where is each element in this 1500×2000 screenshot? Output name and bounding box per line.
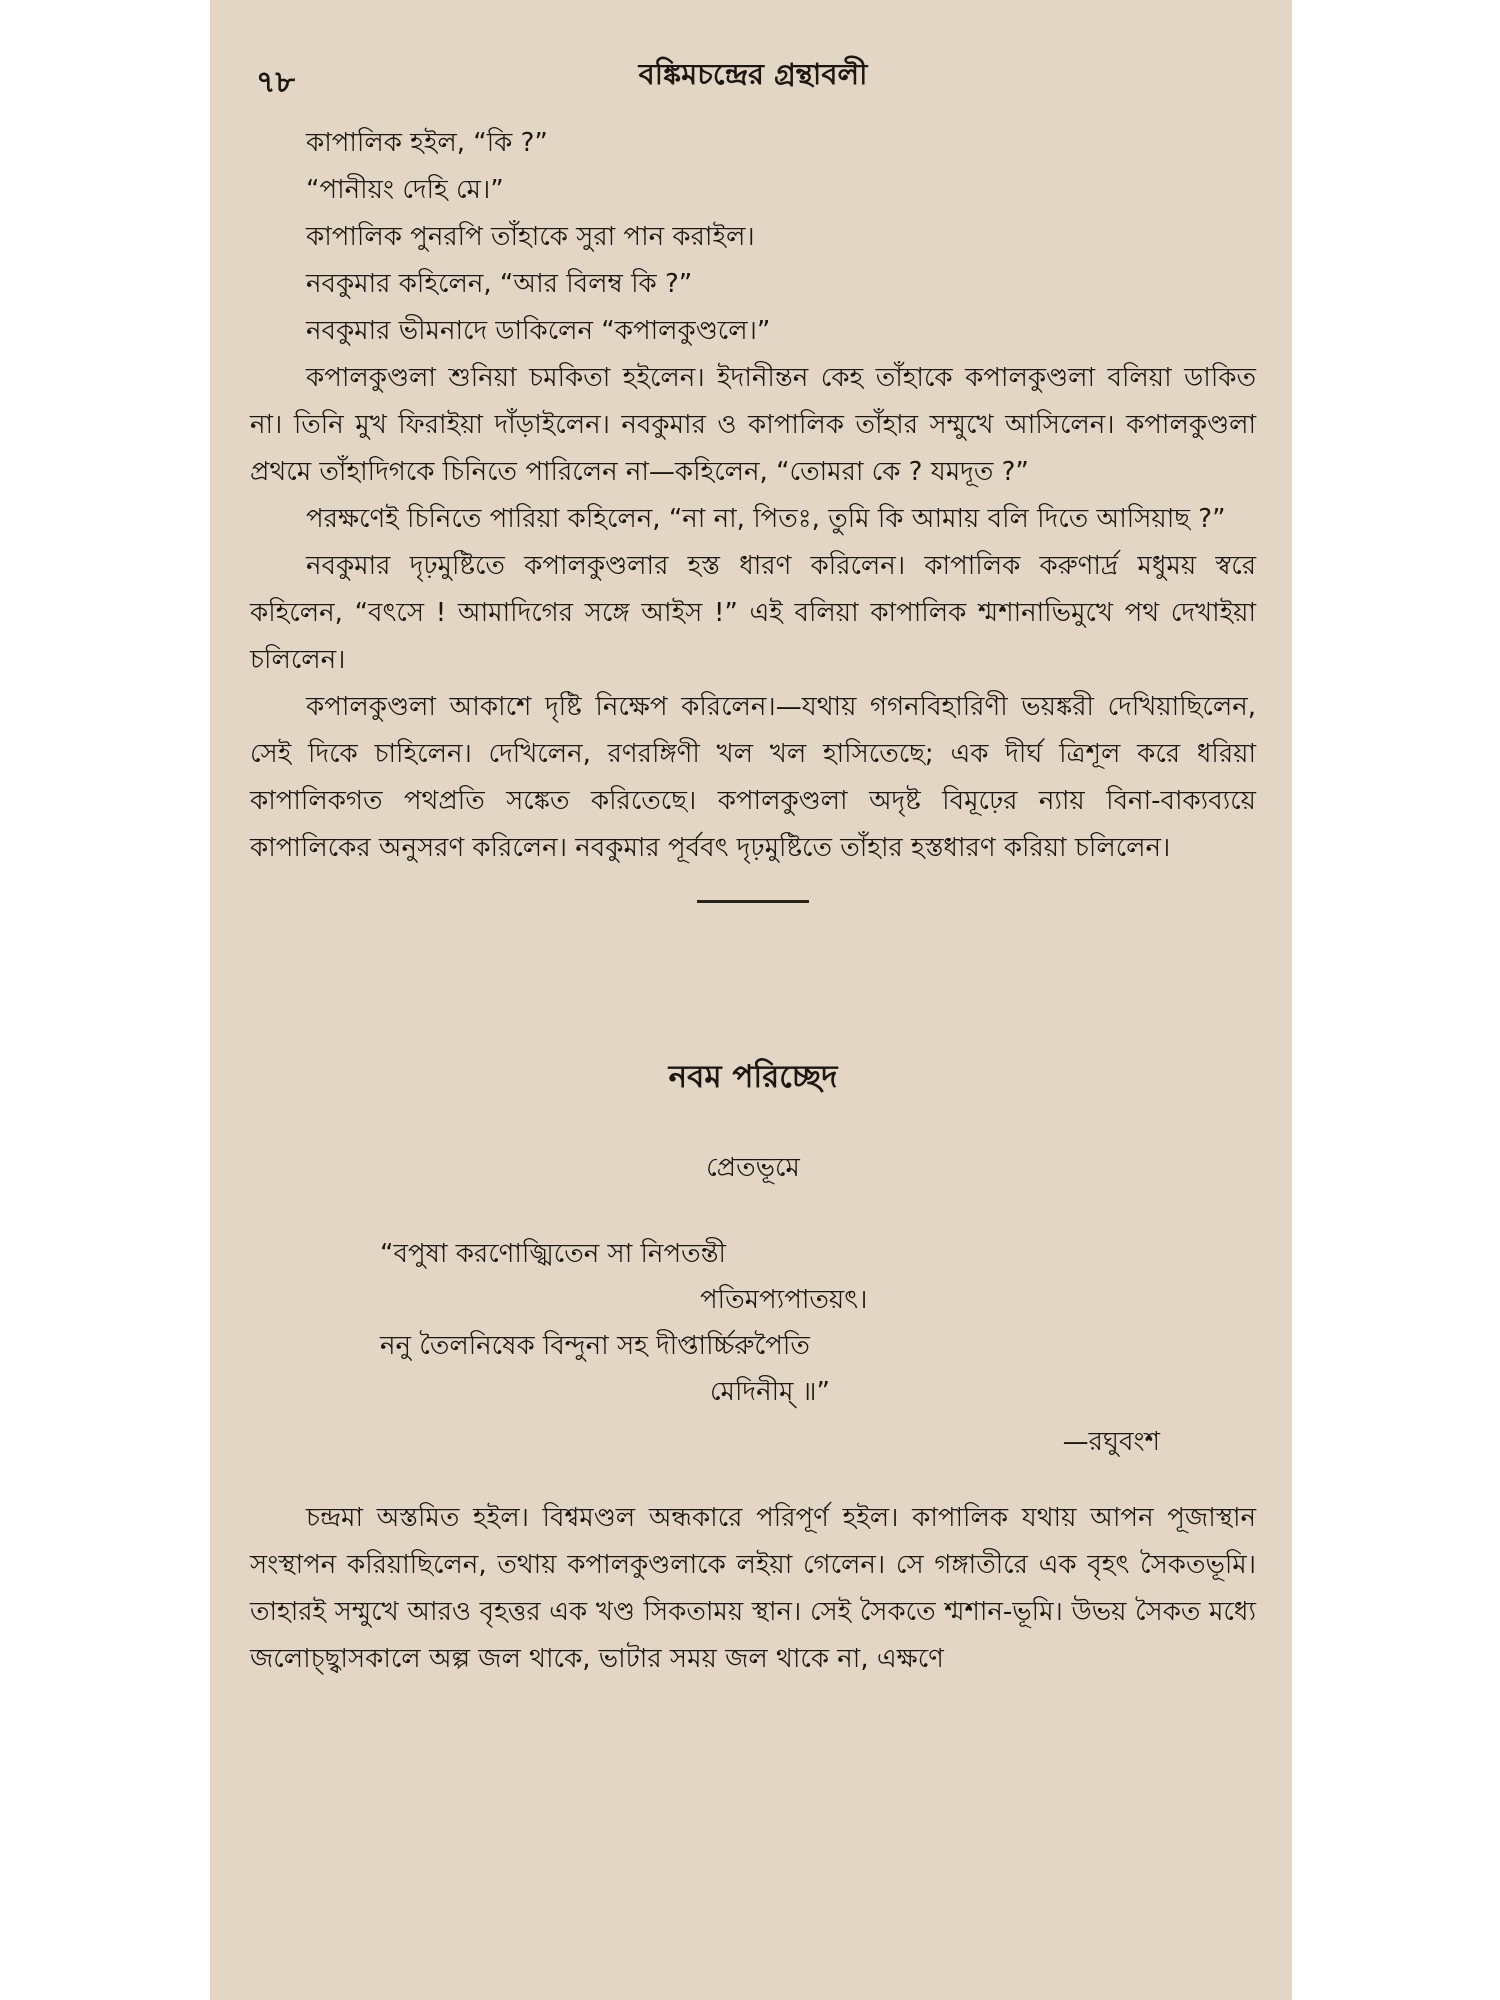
section-divider — [697, 900, 809, 903]
body-paragraph: পরক্ষণেই চিনিতে পারিয়া কহিলেন, “না না, পিতঃ, তুমি কি আমায় বলি দিতে আসিয়াছ ?” — [306, 504, 1226, 534]
section-one-body — [250, 120, 1256, 872]
epigraph-attribution: —রঘুবংশ — [1062, 1427, 1160, 1457]
verse-line: ননু তৈলনিষেক বিন্দুনা সহ দীপ্তার্চ্চিরুপৈতি — [380, 1331, 810, 1361]
dialogue-line: কাপালিক পুনরপি তাঁহাকে সুরা পান করাইল। — [306, 222, 755, 252]
page-number: ৭৮ — [256, 65, 295, 100]
running-title: বঙ্কিমচন্দ্রের গ্রন্থাবলী — [638, 57, 868, 91]
dialogue-line: কাপালিক হইল, “কি ?” — [306, 128, 548, 158]
body-paragraph: নবকুমার দৃঢ়মুষ্টিতে কপালকুণ্ডলার হস্ত ধারণ করিলেন। কাপালিক করুণার্দ্র মধুময় স্বরে কহিলেন, “বৎসে ! আমাদিগের সঙ্গে আইস !” এই বলিয়া কাপালিক শ্মশানাভিমুখে পথ দেখাইয়া চলিলেন। — [250, 551, 1256, 675]
chapter-title: নবম পরিচ্ছেদ — [668, 1059, 838, 1095]
verse-line: পতিমপ্যপাতয়ৎ। — [700, 1285, 868, 1315]
page-header — [250, 0, 1256, 120]
dialogue-line: নবকুমার কহিলেন, “আর বিলম্ব কি ?” — [306, 269, 693, 299]
verse-line: মেদিনীম্ ॥” — [710, 1377, 830, 1407]
epigraph-verse — [380, 1231, 1256, 1415]
book-page — [210, 0, 1292, 2000]
verse-line: “বপুষা করণোজ্ঝিতেন সা নিপতন্তী — [380, 1239, 726, 1269]
body-paragraph: কপালকুণ্ডলা আকাশে দৃষ্টি নিক্ষেপ করিলেন।—যথায় গগনবিহারিণী ভয়ঙ্করী দেখিয়াছিলেন, সেই দিকে চাহিলেন। দেখিলেন, রণরঙ্গিণী খল খল হাসিতেছে; এক দীর্ঘ ত্রিশূল করে ধরিয়া কাপালিকগত পথপ্রতি সঙ্কেত করিতেছে। কপালকুণ্ডলা অদৃষ্ট বিমূঢ়ের ন্যায় বিনা-বাক্যব্যয়ে কাপালিকের অনুসরণ করিলেন। নবকুমার পূর্ববৎ দৃঢ়মুষ্টিতে তাঁহার হস্তধারণ করিয়া চলিলেন। — [250, 692, 1256, 863]
dialogue-line: “পানীয়ং দেহি মে।” — [306, 175, 504, 205]
body-paragraph: কপালকুণ্ডলা শুনিয়া চমকিতা হইলেন। ইদানীন্তন কেহ তাঁহাকে কপালকুণ্ডলা বলিয়া ডাকিত না। তিনি মুখ ফিরাইয়া দাঁড়াইলেন। নবকুমার ও কাপালিক তাঁহার সম্মুখে আসিলেন। কপালকুণ্ডলা প্রথমে তাঁহাদিগকে চিনিতে পারিলেন না—কহিলেন, “তোমরা কে ? যমদূত ?” — [250, 363, 1256, 487]
chapter-body-paragraph: চন্দ্রমা অস্তমিত হইল। বিশ্বমণ্ডল অন্ধকারে পরিপূর্ণ হইল। কাপালিক যথায় আপন পূজাস্থান সংস্থাপন করিয়াছিলেন, তথায় কপালকুণ্ডলাকে লইয়া গেলেন। সে গঙ্গাতীরে এক বৃহৎ সৈকতভূমি। তাহারই সম্মুখে আরও বৃহত্তর এক খণ্ড সিকতাময় স্থান। সেই সৈকতে শ্মশান-ভূমি। উভয় সৈকত মধ্যে জলোচ্ছ্বাসকালে অল্প জল থাকে, ভাটার সময় জল থাকে না, এক্ষণে — [250, 1503, 1256, 1674]
chapter-subtitle: প্রেতভূমে — [706, 1153, 800, 1183]
dialogue-line: নবকুমার ভীমনাদে ডাকিলেন “কপালকুণ্ডলে।” — [306, 316, 771, 346]
